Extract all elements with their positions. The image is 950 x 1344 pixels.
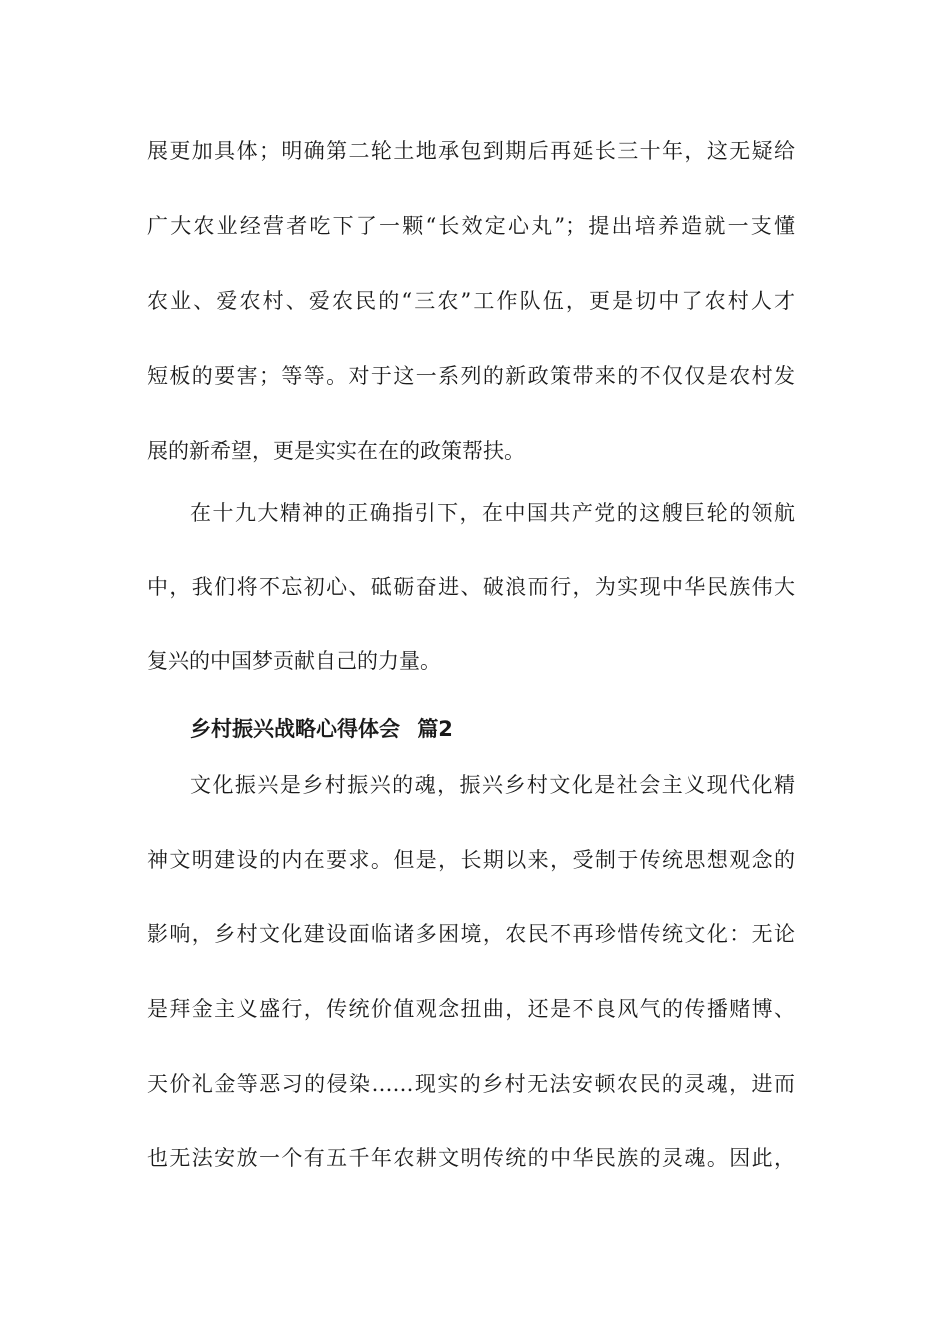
paragraph-line: 广大农业经营者吃下了一颗“长效定心丸”；提出培养造就一支懂 [147, 214, 795, 238]
paragraph-line: 短板的要害；等等。对于这一系列的新政策带来的不仅仅是农村发 [147, 364, 795, 388]
paragraph-line: 也无法安放一个有五千年农耕文明传统的中华民族的灵魂。因此， [147, 1146, 795, 1170]
paragraph-line: 在十九大精神的正确指引下，在中国共产党的这艘巨轮的领航 [190, 501, 795, 525]
paragraph-line: 文化振兴是乡村振兴的魂，振兴乡村文化是社会主义现代化精 [190, 773, 795, 797]
section-heading-part: 篇2 [417, 717, 453, 741]
paragraph-line: 农业、爱农村、爱农民的“三农”工作队伍，更是切中了农村人才 [147, 289, 795, 313]
paragraph-line: 展更加具体；明确第二轮土地承包到期后再延长三十年，这无疑给 [147, 139, 795, 163]
section-heading-title: 乡村振兴战略心得体会 [190, 717, 400, 741]
paragraph-line: 展的新希望，更是实实在在的政策帮扶。 [147, 439, 525, 463]
paragraph-line: 神文明建设的内在要求。但是，长期以来，受制于传统思想观念的 [147, 848, 795, 872]
paragraph-line: 是拜金主义盛行，传统价值观念扭曲，还是不良风气的传播赌博、 [147, 997, 795, 1021]
section-heading [190, 714, 453, 744]
paragraph-line: 影响，乡村文化建设面临诸多困境，农民不再珍惜传统文化：无论 [147, 922, 795, 946]
paragraph-line: 复兴的中国梦贡献自己的力量。 [147, 649, 441, 673]
paragraph-line: 天价礼金等恶习的侵染……现实的乡村无法安顿农民的灵魂，进而 [147, 1072, 795, 1096]
paragraph-line: 中，我们将不忘初心、砥砺奋进、破浪而行，为实现中华民族伟大 [147, 575, 795, 599]
